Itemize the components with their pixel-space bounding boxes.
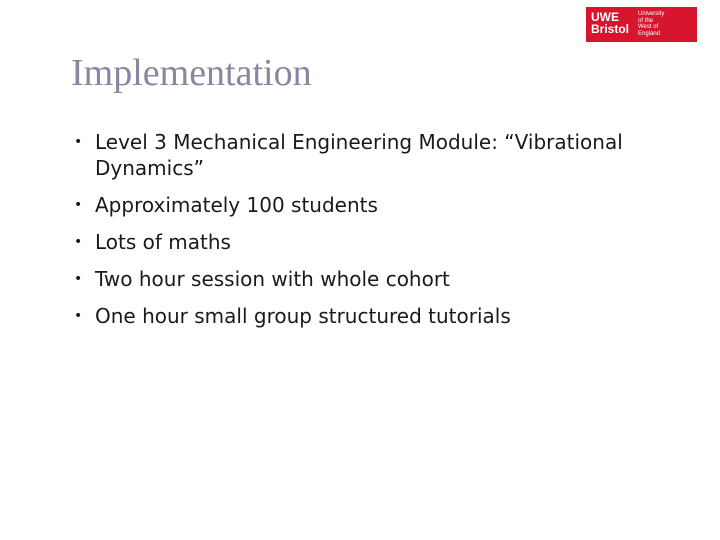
bullet-point-icon: • bbox=[74, 234, 83, 250]
bullet-point-icon: • bbox=[74, 271, 83, 287]
bullet-point-icon: • bbox=[74, 134, 83, 150]
bullet-item bbox=[74, 192, 674, 218]
bullet-point-icon: • bbox=[74, 197, 83, 213]
bullet-list bbox=[74, 129, 674, 340]
logo-sub-line-3: West of bbox=[638, 24, 659, 30]
logo-wordmark bbox=[591, 11, 629, 35]
logo-subtitle bbox=[638, 11, 664, 37]
bullet-text: Level 3 Mechanical Engineering Module: “Vibrational Dynamics” bbox=[95, 130, 623, 180]
bullet-item bbox=[74, 129, 674, 181]
logo-line-uwe: UWE bbox=[591, 10, 619, 24]
logo-line-bristol: Bristol bbox=[591, 22, 630, 36]
bullet-item bbox=[74, 303, 674, 329]
bullet-item bbox=[74, 229, 674, 255]
slide-title: Implementation bbox=[71, 52, 312, 94]
bullet-item bbox=[74, 266, 674, 292]
bullet-point-icon: • bbox=[74, 308, 83, 324]
uwe-bristol-logo bbox=[586, 7, 697, 42]
bullet-text: One hour small group structured tutorials bbox=[95, 304, 511, 328]
logo-sub-line-1: University bbox=[638, 11, 665, 17]
logo-sub-line-2: of the bbox=[638, 17, 654, 24]
bullet-text: Lots of maths bbox=[95, 230, 231, 254]
bullet-text: Two hour session with whole cohort bbox=[95, 267, 450, 291]
logo-sub-line-4: England bbox=[638, 30, 661, 37]
bullet-text: Approximately 100 students bbox=[95, 193, 378, 217]
